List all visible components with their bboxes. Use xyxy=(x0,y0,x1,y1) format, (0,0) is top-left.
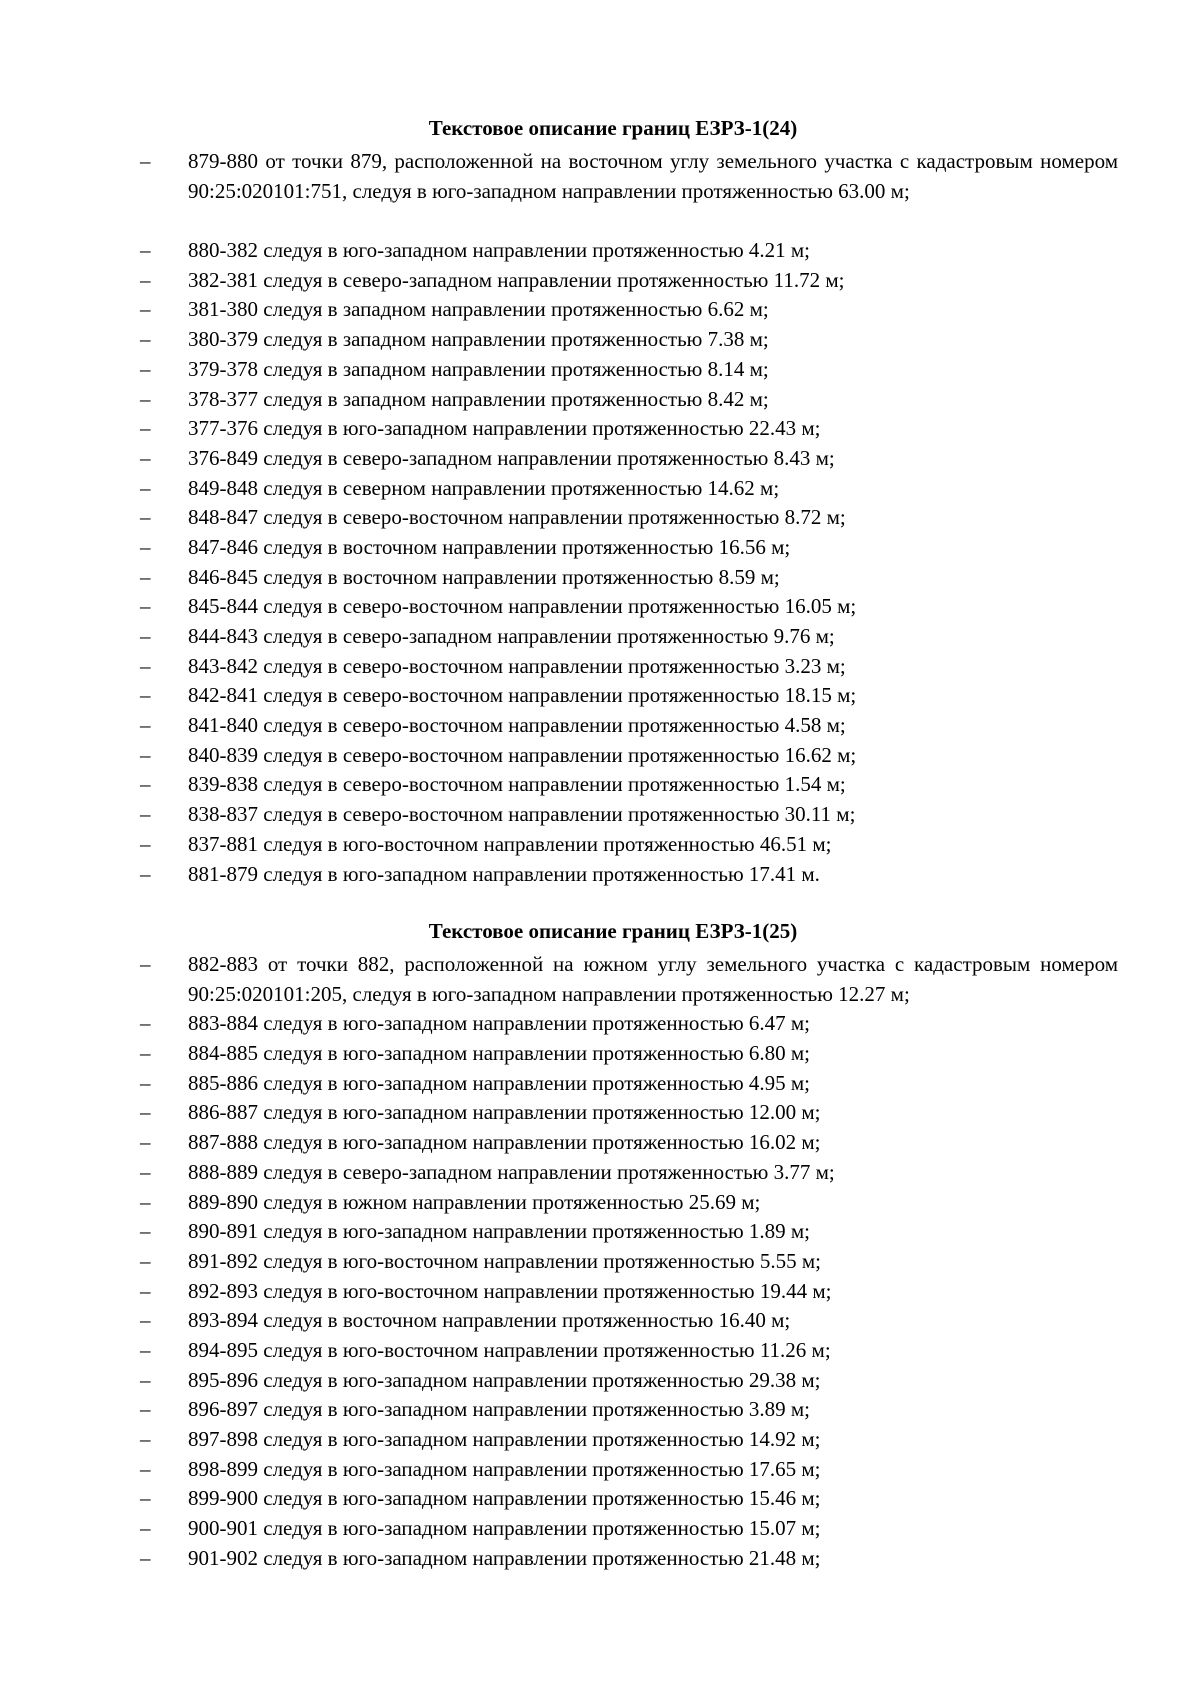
dash-bullet: – xyxy=(140,653,151,678)
list-item xyxy=(0,385,1200,415)
boundary-section-25 xyxy=(0,917,1200,1573)
dash-bullet: – xyxy=(140,297,151,322)
dash-bullet: – xyxy=(140,1189,151,1214)
list-item-text: 846-845 следуя в восточном направлении протяженностью 8.59 м; xyxy=(188,564,780,589)
list-item xyxy=(0,1069,1200,1099)
list-item xyxy=(0,741,1200,771)
list-item-text: 891-892 следуя в юго-восточном направлении протяженностью 5.55 м; xyxy=(188,1248,821,1273)
dash-bullet: – xyxy=(140,1545,151,1570)
list-item-text: 382-381 следуя в северо-западном направлении протяженностью 11.72 м; xyxy=(188,267,845,292)
dash-bullet: – xyxy=(140,742,151,767)
list-item xyxy=(0,355,1200,385)
list-item xyxy=(0,1128,1200,1158)
list-item-text: 885-886 следуя в юго-западном направлении протяженностью 4.95 м; xyxy=(188,1070,811,1095)
list-item xyxy=(0,830,1200,860)
list-item-text: 844-843 следуя в северо-западном направлении протяженностью 9.76 м; xyxy=(188,624,835,649)
list-item xyxy=(0,860,1200,890)
list-item-text: 896-897 следуя в юго-западном направлении протяженностью 3.89 м; xyxy=(188,1397,811,1422)
list-item xyxy=(0,770,1200,800)
dash-bullet: – xyxy=(140,624,151,649)
dash-bullet: – xyxy=(140,1011,151,1036)
list-item-text: 845-844 следуя в северо-восточном направлении протяженностью 16.05 м; xyxy=(188,594,857,619)
list-item-text: 379-378 следуя в западном направлении протяженностью 8.14 м; xyxy=(188,356,769,381)
dash-bullet: – xyxy=(140,1159,151,1184)
dash-bullet: – xyxy=(140,238,151,263)
dash-bullet: – xyxy=(140,1397,151,1422)
list-item xyxy=(0,563,1200,593)
list-item xyxy=(0,533,1200,563)
list-item-text: 840-839 следуя в северо-восточном направлении протяженностью 16.62 м; xyxy=(188,742,857,767)
list-item xyxy=(0,444,1200,474)
dash-bullet: – xyxy=(140,1516,151,1541)
dash-bullet: – xyxy=(140,327,151,352)
dash-bullet: – xyxy=(140,1100,151,1125)
list-item-text: 892-893 следуя в юго-восточном направлении протяженностью 19.44 м; xyxy=(188,1278,832,1303)
list-item-text: 900-901 следуя в юго-западном направлении протяженностью 15.07 м; xyxy=(188,1516,821,1541)
list-item-text: 890-891 следуя в юго-западном направлении протяженностью 1.89 м; xyxy=(188,1219,811,1244)
dash-bullet: – xyxy=(140,1219,151,1244)
dash-bullet: – xyxy=(140,861,151,886)
section-heading: Текстовое описание границ ЕЗРЗ-1(24) xyxy=(428,116,798,140)
list-item xyxy=(0,800,1200,830)
list-item-text: 899-900 следуя в юго-западном направлении протяженностью 15.46 м; xyxy=(188,1486,821,1511)
list-item-text: 894-895 следуя в юго-восточном направлении протяженностью 11.26 м; xyxy=(188,1337,831,1362)
list-item xyxy=(0,1217,1200,1247)
list-item xyxy=(0,1158,1200,1188)
dash-bullet: – xyxy=(140,831,151,856)
list-item-text: 841-840 следуя в северо-восточном направлении протяженностью 4.58 м; xyxy=(188,713,846,738)
list-item xyxy=(0,1336,1200,1366)
list-item-text: 378-377 следуя в западном направлении протяженностью 8.42 м; xyxy=(188,386,769,411)
list-item xyxy=(0,295,1200,325)
list-item-text: 838-837 следуя в северо-восточном направлении протяженностью 30.11 м; xyxy=(188,802,856,827)
boundary-list xyxy=(0,147,1200,889)
list-item xyxy=(0,474,1200,504)
list-item xyxy=(0,950,1200,1009)
list-item xyxy=(0,236,1200,266)
dash-bullet: – xyxy=(140,1427,151,1452)
list-item xyxy=(0,622,1200,652)
list-item-text: 380-379 следуя в западном направлении протяженностью 7.38 м; xyxy=(188,327,769,352)
list-item xyxy=(0,1395,1200,1425)
dash-bullet: – xyxy=(140,564,151,589)
list-item-text: 886-887 следуя в юго-западном направлении протяженностью 12.00 м; xyxy=(188,1100,821,1125)
dash-bullet: – xyxy=(140,505,151,530)
list-item xyxy=(0,1247,1200,1277)
list-item-text: 847-846 следуя в восточном направлении протяженностью 16.56 м; xyxy=(188,534,791,559)
dash-bullet: – xyxy=(140,772,151,797)
list-item xyxy=(0,592,1200,622)
dash-bullet: – xyxy=(140,1070,151,1095)
list-item-text: 848-847 следуя в северо-восточном направлении протяженностью 8.72 м; xyxy=(188,505,846,530)
list-item-text: 895-896 следуя в юго-западном направлении протяженностью 29.38 м; xyxy=(188,1367,821,1392)
dash-bullet: – xyxy=(140,1278,151,1303)
dash-bullet: – xyxy=(140,386,151,411)
list-item xyxy=(0,1009,1200,1039)
list-item-text: 849-848 следуя в северном направлении протяженностью 14.62 м; xyxy=(188,475,780,500)
list-item xyxy=(0,652,1200,682)
list-item xyxy=(0,503,1200,533)
dash-bullet: – xyxy=(140,802,151,827)
dash-bullet: – xyxy=(140,1367,151,1392)
list-item-text: 377-376 следуя в юго-западном направлении протяженностью 22.43 м; xyxy=(188,416,821,441)
dash-bullet: – xyxy=(140,952,151,976)
boundary-list xyxy=(0,950,1200,1573)
dash-bullet: – xyxy=(140,416,151,441)
list-item xyxy=(0,266,1200,296)
list-item-text: 884-885 следуя в юго-западном направлении протяженностью 6.80 м; xyxy=(188,1041,811,1066)
list-item xyxy=(0,1039,1200,1069)
list-item-text: 883-884 следуя в юго-западном направлении протяженностью 6.47 м; xyxy=(188,1011,811,1036)
list-item xyxy=(0,1455,1200,1485)
list-item xyxy=(0,1306,1200,1336)
dash-bullet: – xyxy=(140,594,151,619)
list-item xyxy=(0,414,1200,444)
list-item-text: 842-841 следуя в северо-восточном направлении протяженностью 18.15 м; xyxy=(188,683,857,708)
dash-bullet: – xyxy=(140,1041,151,1066)
dash-bullet: – xyxy=(140,534,151,559)
list-item xyxy=(0,1544,1200,1574)
list-item-text: 381-380 следуя в западном направлении протяженностью 6.62 м; xyxy=(188,297,769,322)
list-item-text: 898-899 следуя в юго-западном направлении протяженностью 17.65 м; xyxy=(188,1456,821,1481)
boundary-section-24 xyxy=(0,114,1200,889)
list-item xyxy=(0,147,1200,236)
list-item-text: 888-889 следуя в северо-западном направлении протяженностью 3.77 м; xyxy=(188,1159,835,1184)
list-item xyxy=(0,711,1200,741)
list-item-text: 901-902 следуя в юго-западном направлении протяженностью 21.48 м; xyxy=(188,1545,821,1570)
list-item-text: 893-894 следуя в восточном направлении протяженностью 16.40 м; xyxy=(188,1308,791,1333)
list-item xyxy=(0,1277,1200,1307)
dash-bullet: – xyxy=(140,1308,151,1333)
dash-bullet: – xyxy=(140,1456,151,1481)
dash-bullet: – xyxy=(140,356,151,381)
dash-bullet: – xyxy=(140,683,151,708)
dash-bullet: – xyxy=(140,1486,151,1511)
list-item-text: 882-883 от точки 882, расположенной на южном углу земельного участка с кадастровым номером 90:25:020101:205, следуя в юго-западном направлении протяженностью 12.27 м; xyxy=(188,952,1118,1006)
list-item xyxy=(0,1425,1200,1455)
list-item xyxy=(0,325,1200,355)
list-item xyxy=(0,1366,1200,1396)
dash-bullet: – xyxy=(140,713,151,738)
dash-bullet: – xyxy=(140,267,151,292)
list-item xyxy=(0,1514,1200,1544)
dash-bullet: – xyxy=(140,1130,151,1155)
list-item-text: 880-382 следуя в юго-западном направлении протяженностью 4.21 м; xyxy=(188,238,811,263)
dash-bullet: – xyxy=(140,475,151,500)
list-item xyxy=(0,1484,1200,1514)
list-item xyxy=(0,1188,1200,1218)
dash-bullet: – xyxy=(140,1337,151,1362)
list-item-text: 889-890 следуя в южном направлении протяженностью 25.69 м; xyxy=(188,1189,761,1214)
list-item-text: 887-888 следуя в юго-западном направлении протяженностью 16.02 м; xyxy=(188,1130,821,1155)
list-item-text: 839-838 следуя в северо-восточном направлении протяженностью 1.54 м; xyxy=(188,772,846,797)
dash-bullet: – xyxy=(140,149,151,173)
list-item xyxy=(0,1098,1200,1128)
list-item xyxy=(0,681,1200,711)
section-heading: Текстовое описание границ ЕЗРЗ-1(25) xyxy=(428,919,798,943)
list-item-text: 879-880 от точки 879, расположенной на восточном углу земельного участка с кадастровым номером 90:25:020101:751, следуя в юго-западном направлении протяженностью 63.00 м; xyxy=(188,149,1118,203)
dash-bullet: – xyxy=(140,1248,151,1273)
list-item-text: 837-881 следуя в юго-восточном направлении протяженностью 46.51 м; xyxy=(188,831,832,856)
list-item-text: 897-898 следуя в юго-западном направлении протяженностью 14.92 м; xyxy=(188,1427,821,1452)
list-item-text: 376-849 следуя в северо-западном направлении протяженностью 8.43 м; xyxy=(188,445,835,470)
dash-bullet: – xyxy=(140,445,151,470)
list-item-text: 843-842 следуя в северо-восточном направлении протяженностью 3.23 м; xyxy=(188,653,846,678)
list-item-text: 881-879 следуя в юго-западном направлении протяженностью 17.41 м. xyxy=(188,861,820,886)
